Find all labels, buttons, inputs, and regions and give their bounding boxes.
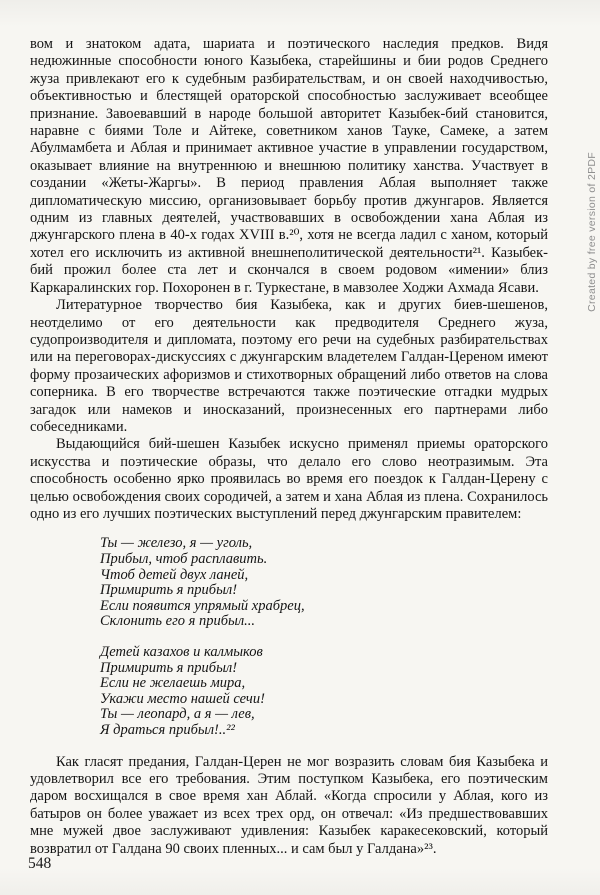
poem-line: Ты — железо, я — уголь, — [100, 535, 253, 552]
page-number: 548 — [28, 855, 52, 872]
poem-line: Ты — леопард, а я — лев, — [100, 706, 255, 723]
poem-line: Детей казахов и калмыков — [100, 643, 263, 660]
paragraph-continuation: вом и знатоком адата, шариата и поэтического наследия предков. Видя недюжинные способности юного Казыбека, старейшины и бии родов Среднего жуза привлекают его к судебным разбирательствам, и он своей находчивостью, объективностью и блестящей ораторской способностью заслуживает всеобщее признание. Завоевавший в народе большой авторитет Казыбек-бий становится, наравне с биями Толе и Айтеке, советником ханов Тауке, Самеке, а затем Абулмамбета и Аблая и принимает активное участие в управлении государством, оказывает влияние на внутреннюю и внешнюю политику ханства. Участвует в создании «Жеты-Жаргы». В период правления Аблая выполняет также дипломатическую миссию, организовывает борьбу против джунгаров. Является одним из главных деятелей, участвовавших в освобождении хана Аблая из джунгарского плена в 40-х годах XVIII в.²⁰, хотя не всегда ладил с ханом, который хотел его исключить из активной внешнеполитической деятельности²¹. Казыбек-бий прожил более ста лет и скончался в своем родовом «имении» близ Каркаралинских гор. Похоронен в г. Туркестане, в мавзолее Ходжи Ахмада Ясави. — [30, 36, 548, 296]
paragraph: Как гласят предания, Галдан-Церен не мог возразить словам бия Казыбека и удовлетворил все его требования. Этим поступком Казыбека, его поэтическим даром восхищался в свое время хан Аблай. «Когда спросили у Аблая, кого из батыров он более уважает из всех трех орд, он отвечал: «Из предшествовавших мне мужей двое заслуживают удивления: Казыбек каракесековский, который возвратил от Галдана 90 своих пленных... и сам был у Галдана»²³. — [30, 753, 548, 857]
poem-line: Если не желаешь мира, — [100, 675, 246, 692]
poem-line: Прибыл, чтоб расплавить. — [100, 550, 268, 567]
poem-line: Примирить я прибыл! — [100, 659, 238, 676]
poem-line: Чтоб детей двух ланей, — [100, 566, 249, 583]
poem-line: Я драться прибыл!..²² — [100, 721, 235, 738]
text-block — [30, 36, 548, 858]
poem-line: Укажи место нашей сечи! — [100, 690, 265, 707]
poem-stanza — [100, 536, 548, 630]
paragraph: Литературное творчество бия Казыбека, как и других биев-шешенов, неотделимо от его деятельности как предводителя Среднего жуза, судопроизводителя и дипломата, поэтому его речи на судебных разбирательствах или на переговорах-дискуссиях с джунгарским владетелем Галдан-Цереном имеют форму прозаических афоризмов и стихотворных обращений либо ответов на слова соперника. В его творчестве встречаются также поэтические отгадки мудрых загадок или намеков и иносказаний, произнесенных его партнерами либо собеседниками. — [30, 297, 548, 435]
poem-line: Примирить я прибыл! — [100, 582, 238, 599]
poem-stanza — [100, 645, 548, 739]
paragraph: Выдающийся бий-шешен Казыбек искусно применял приемы ораторского искусства и поэтические образы, что делало его слово неотразимым. Эта способность особенно ярко проявилась во время его поездок к Галдан-Церену с целью освобождения своих сородичей, а затем и хана Аблая из плена. Сохранилось одно из его лучших поэтических выступлений перед джунгарским правителем: — [30, 436, 548, 522]
poem-line: Если появится упрямый храбрец, — [100, 597, 305, 614]
poem-quote — [100, 536, 548, 738]
poem-line: Склонить его я прибыл... — [100, 613, 256, 630]
pdf-watermark-text: Created by free version of 2PDF — [586, 152, 598, 312]
